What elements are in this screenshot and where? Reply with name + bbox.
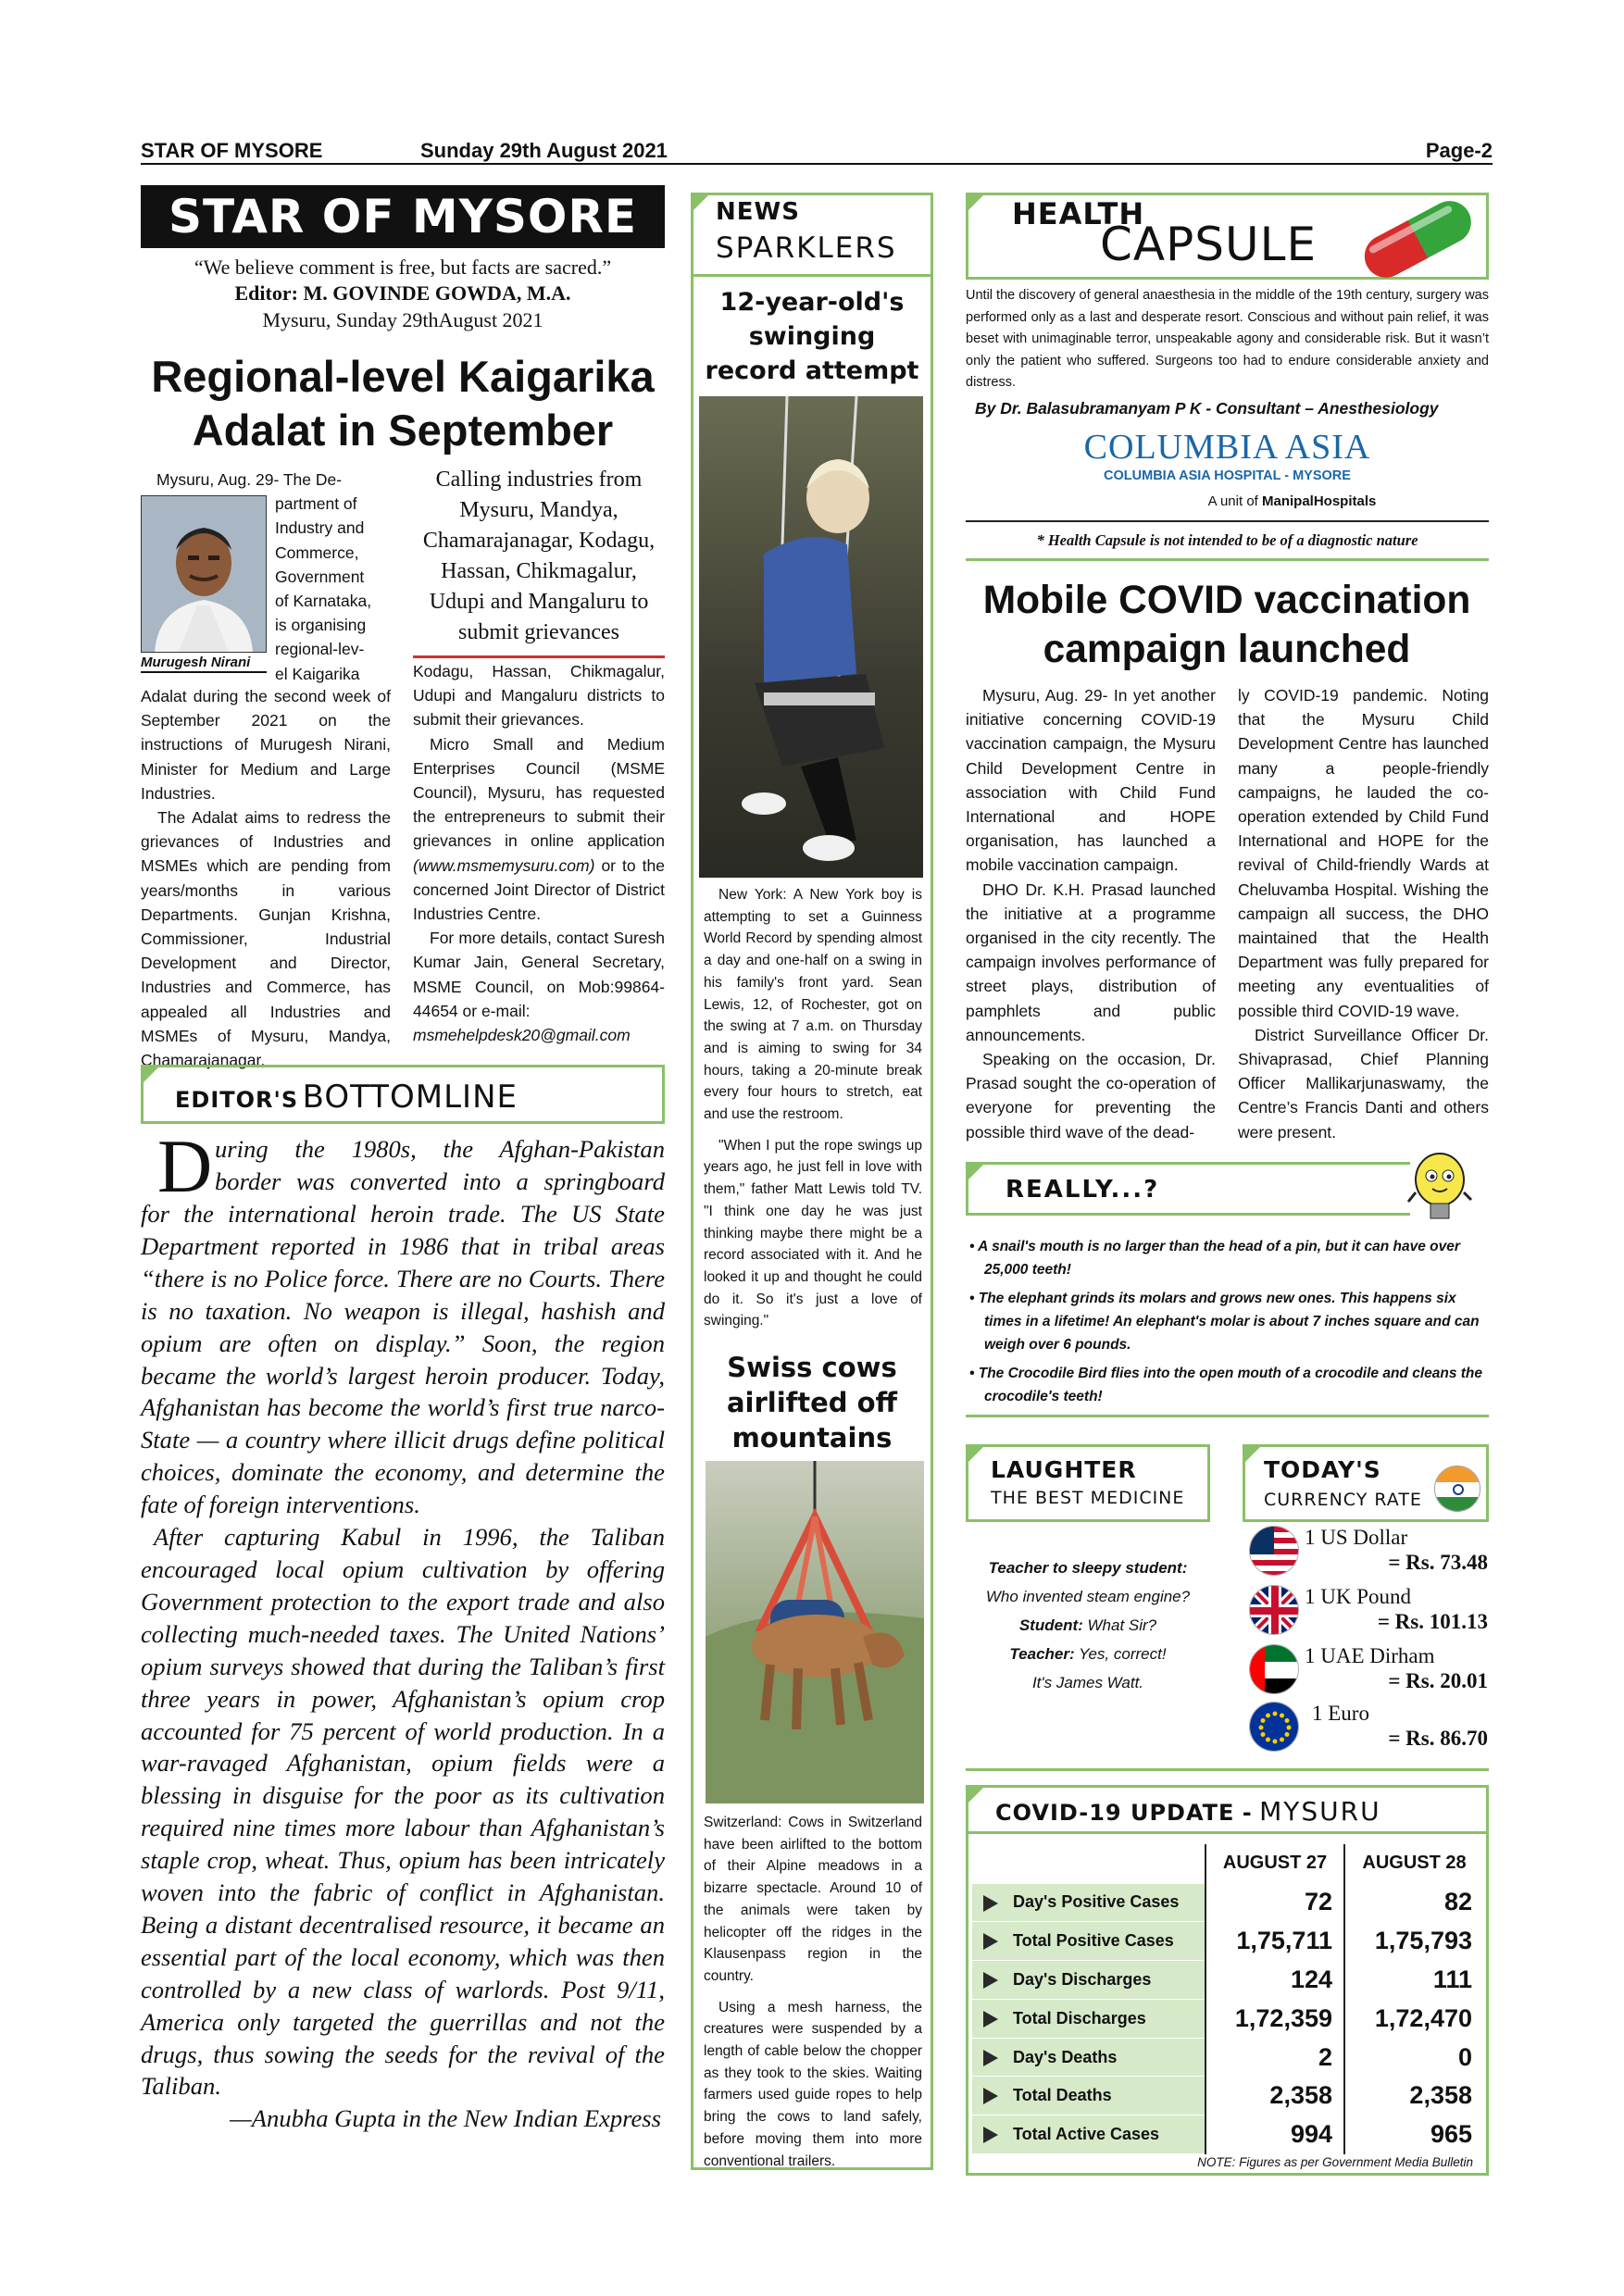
photo-caption: Murugesh Nirani (141, 655, 267, 673)
adalat-text: Micro Small and Medium Enterprises Council (MSME Council), Mysuru, has requested the entrepreneurs to submit their grievances in online application (413, 734, 665, 851)
table-row (972, 1922, 1483, 1961)
currency-name: 1 UK Pound (1305, 1585, 1412, 1608)
really-label: REALLY...? (1006, 1176, 1160, 1204)
lightbulb-icon (1403, 1146, 1477, 1229)
india-flag-icon (1434, 1466, 1480, 1512)
table-row (972, 2077, 1483, 2115)
table-row (972, 2038, 1483, 2077)
joke-speaker: Teacher to sleepy student: (988, 1559, 1188, 1577)
corner-triangle-icon (966, 1444, 986, 1465)
value-aug28: 111 (1344, 1961, 1483, 2000)
laughter-joke (966, 1554, 1210, 1697)
adalat-line: is organising (275, 616, 367, 635)
story1-headline: 12-year-old's swinging record attempt (705, 288, 919, 385)
currency-name: 1 Euro (1312, 1702, 1369, 1725)
adalat-paragraph: For more details, contact Suresh Kumar Jain, General Secretary, MSME Council, on Mob:99864-44654 or e-mail: (413, 929, 665, 1020)
masthead-dateline: Mysuru, Sunday 29thAugust 2021 (262, 308, 543, 331)
play-arrow-icon (983, 2127, 998, 2143)
row-label: Total Deaths (1013, 2086, 1112, 2105)
editorial-line: border was converted into a springboard (215, 1167, 665, 1195)
joke-line (966, 1611, 1210, 1640)
fact-item: • The Crocodile Bird flies into the open mouth of a crocodile and cleans the crocodile's teeth! (969, 1366, 1483, 1404)
editorial-body (141, 1124, 665, 2135)
header-spacer (972, 1844, 1206, 1883)
capsule-icon (1347, 193, 1486, 285)
logo-main-text: COLUMBIA ASIA (1083, 428, 1371, 467)
adalat-col1-body (141, 684, 391, 1072)
covidvacc-paragraph: ly COVID-19 pandemic. Noting that the Mysuru Child Development Centre has launched many a people-friendly campaigns, he lauded the co-operation extended by Child Fund International and HOPE for the revival of Child-friendly Wards at Cheluvamba Hospital. Wishing the campaign all success, the DHO maintained that the Health Department was fully prepared for meeting any eventualities of possible third COVID-19 wave. (1238, 686, 1489, 1020)
covid-update-label-bold: COVID-19 UPDATE (995, 1800, 1235, 1826)
joke-text: Yes, correct! (1074, 1645, 1167, 1663)
corner-triangle-icon (1243, 1444, 1263, 1465)
really-facts-list (966, 1235, 1489, 1408)
adalat-line: el Kaigarika (275, 664, 360, 683)
covid-update-dash: - (1234, 1800, 1260, 1826)
value-aug28: 965 (1344, 2115, 1483, 2154)
table-row (972, 1883, 1483, 1922)
play-arrow-icon (983, 2011, 998, 2028)
adalat-text: or to the concerned Joint Director of District Industries Centre. (413, 855, 665, 924)
health-text: Until the discovery of general anaesthesia in the middle of the 19th century, surgery was performed only as a last and desperate resort. Conscious and without pain relief, it was beset with unimaginable terror, unspeakable agony and considerable risk. But it wasn’t only the patient who suffered. Surgeons too had to endure considerable anxiety and distress. (966, 288, 1489, 391)
joke-text: It's James Watt. (1031, 1674, 1144, 1691)
uk-flag-icon (1249, 1585, 1299, 1635)
story2-body (704, 1812, 922, 2172)
adalat-headline (130, 350, 676, 457)
value-aug27: 2,358 (1206, 2077, 1344, 2115)
row-label: Day's Deaths (1013, 2047, 1118, 2066)
row-label: Total Positive Cases (1013, 1931, 1174, 1951)
adalat-paragraph: Kodagu, Hassan, Chikmagalur, Udupi and Mangaluru districts to submit their grievances. (413, 662, 665, 730)
currency-value: = Rs. 101.13 (1377, 1610, 1488, 1633)
sparklers-label-light: SPARKLERS (716, 231, 897, 265)
column-header: AUGUST 27 (1206, 1844, 1344, 1883)
corner-triangle-icon (966, 1162, 986, 1182)
editorial-label-box (141, 1065, 665, 1124)
covidvacc-paragraph: Mysuru, Aug. 29- In yet another initiative concerning COVID-19 vaccination campaign, the Mysuru Child Development Centre in association with Child Fund International and HOPE organisation, has launched a mobile vaccination campaign. (966, 686, 1216, 875)
covidvacc-headline (954, 576, 1500, 674)
covidvacc-paragraph: DHO Dr. K.H. Prasad launched the initiative at a programme organised in the city recently. The campaign involves performance of street plays, distribution of pamphlets and public announcements. (966, 880, 1216, 1044)
editorial-paragraph: After capturing Kabul in 1996, the Taliban encouraged local opium cultivation by offering Government protection to the export trade and also collecting much-needed taxes. The United Nations’ opium surveys showed that during the Taliban’s first three years in power, Afghanistan’s opium crop accounted for 75 percent of world production. In a war-ravaged Afghanistan, opium fields were a blessing in disguise for the poor as its cultivation required nine times more labour than Afghanistan’s staple crop, wheat. Thus, opium has been intricately woven into the fabric of conflict in Afghanistan. Being a distant decentralised resource, it became an essential part of the local economy, which was then controlled by a new class of warlords. Post 9/11, America only targeted the guerrillas and not the drugs, thus sowing the seeds for the revival of the Taliban. (141, 1523, 665, 2101)
divider (966, 558, 1489, 561)
value-aug27: 1,72,359 (1206, 1999, 1344, 2038)
adalat-headline-line-2: Adalat in September (192, 406, 614, 455)
value-aug28: 82 (1344, 1883, 1483, 1922)
divider (966, 1831, 1489, 1834)
joke-line (966, 1640, 1210, 1668)
laughter-label-bold: LAUGHTER (991, 1456, 1137, 1483)
play-arrow-icon (983, 1972, 998, 1989)
fact-text: The Crocodile Bird flies into the open mouth of a crocodile and cleans the crocodile's teeth! (978, 1366, 1483, 1404)
adalat-line: Government (275, 567, 365, 586)
covidvacc-col1 (966, 683, 1216, 1144)
play-arrow-icon (983, 2088, 998, 2104)
joke-line (966, 1582, 1210, 1611)
value-aug28: 1,72,470 (1344, 1999, 1483, 2038)
covidvacc-headline-line-2: campaign launched (1043, 628, 1411, 671)
currency-value: = Rs. 73.48 (1388, 1551, 1488, 1574)
swing-boy-image (699, 396, 923, 878)
masthead-editor: Editor: M. GOVINDE GOWDA, M.A. (234, 281, 571, 305)
joke-text: What Sir? (1082, 1616, 1157, 1634)
table-header-row (972, 1844, 1483, 1883)
fact-text: A snail's mouth is no larger than the head of a pin, but it can have over 25,000 teeth! (978, 1239, 1460, 1278)
corner-triangle-icon (691, 193, 711, 213)
value-aug28: 2,358 (1344, 2077, 1483, 2115)
swing-photo (699, 396, 923, 878)
joke-line (966, 1668, 1210, 1697)
covidvacc-paragraph: District Surveillance Officer Dr. Shivaprasad, Chief Planning Officer Mallikarjunaswamy, the Centre’s Francis Danti and others were present. (1238, 1025, 1489, 1142)
story1-body (704, 884, 922, 1332)
covid-update-label-light: MYSURU (1259, 1796, 1381, 1827)
play-arrow-icon (983, 2050, 998, 2066)
currency-value: = Rs. 20.01 (1388, 1669, 1488, 1692)
divider (966, 520, 1489, 522)
adalat-line: regional-lev- (275, 640, 365, 659)
corner-triangle-icon (966, 1785, 986, 1805)
adalat-line: of Karnataka, (275, 592, 372, 611)
us-flag-icon (1249, 1526, 1299, 1576)
page-header (141, 139, 1493, 165)
currency-rates (1249, 1526, 1492, 1757)
laughter-label-box (966, 1444, 1210, 1522)
joke-line (966, 1554, 1210, 1582)
editorial-label-bold: EDITOR'S (175, 1087, 299, 1113)
covid-update-title (995, 1796, 1381, 1827)
fact-item: • A snail's mouth is no larger than the head of a pin, but it can have over 25,000 teeth! (969, 1239, 1460, 1278)
editorial-label-light: BOTTOMLINE (302, 1079, 518, 1116)
corner-triangle-icon (141, 1065, 161, 1085)
health-label-bold: HEALTH (1012, 196, 1145, 231)
column-header: AUGUST 28 (1344, 1844, 1483, 1883)
laughter-label-light: THE BEST MEDICINE (991, 1488, 1185, 1508)
editorial-dropcap: D (157, 1124, 213, 1208)
joke-speaker: Student: (1018, 1616, 1083, 1634)
joke-text: Who invented steam engine? (985, 1588, 1191, 1605)
adalat-col2-body (413, 659, 665, 1047)
adalat-line: Commerce, (275, 543, 359, 562)
header-paper-name: STAR OF MYSORE (141, 139, 323, 162)
covid-update-table (972, 1844, 1483, 2154)
uae-flag-icon (1249, 1644, 1299, 1694)
health-disclaimer: * Health Capsule is not intended to be of a diagnostic nature (1036, 531, 1418, 549)
divider (966, 1768, 1489, 1771)
story1-paragraph: "When I put the rope swings up years ago, he just fell in love with them," father Matt Lewis told TV. "I think one day he was just thinking maybe there might be a record associated with it. And he looked it up and thought he could do it. So it's just a love of swinging." (704, 1137, 922, 1329)
joke-speaker: Teacher: (1009, 1645, 1075, 1663)
value-aug27: 124 (1206, 1961, 1344, 2000)
story2-paragraph: Using a mesh harness, the creatures were suspended by a length of cable below the chopper as they took to the skies. Waiting farmers used guide ropes to help bring the cows to land safely, before moving them into more conventional trailers. (704, 1999, 922, 2169)
editorial-byline: —Anubha Gupta in the New Indian Express (230, 2104, 661, 2133)
minister-photo (141, 495, 267, 653)
columbia-asia-logo (966, 428, 1489, 513)
msme-email-link[interactable]: msmehelpdesk20@gmail.com (413, 1026, 631, 1045)
covidvacc-paragraph: Speaking on the occasion, Dr. Prasad sought the co-operation of everyone for preventing the possible third wave of the dead- (966, 1050, 1216, 1142)
logo-unit-pre: A unit of (1207, 493, 1262, 509)
logo-sub-text: COLUMBIA ASIA HOSPITAL - MYSORE (1104, 468, 1351, 483)
row-label: Day's Positive Cases (1013, 1892, 1180, 1912)
value-aug27: 2 (1206, 2038, 1344, 2077)
divider (691, 274, 933, 277)
divider (966, 1415, 1489, 1417)
covidvacc-col2 (1238, 683, 1489, 1144)
logo-unit-name: ManipalHospitals (1262, 493, 1377, 509)
story2-headline: Swiss cows airlifted off mountains (726, 1352, 898, 1454)
masthead-title: STAR OF MYSORE (141, 185, 665, 248)
fact-text: The elephant grinds its molars and grows new ones. This happens six times in a lifetime! An elephant's molar is about 7 inches square and can weigh over 6 pounds. (978, 1291, 1480, 1353)
cow-photo (706, 1461, 924, 1803)
value-aug28: 1,75,793 (1344, 1922, 1483, 1961)
masthead-motto: “We believe comment is free, but facts are sacred.” (194, 256, 612, 279)
adalat-paragraph: Adalat during the second week of September 2021 on the instructions of Murugesh Nirani, Minister for Medium and Large Industries. (141, 687, 391, 803)
currency-label-box (1243, 1444, 1489, 1522)
currency-name: 1 US Dollar (1305, 1526, 1408, 1549)
value-aug27: 72 (1206, 1883, 1344, 1922)
row-label: Total Discharges (1013, 2008, 1146, 2028)
health-byline: By Dr. Balasubramanyam P K - Consultant – Anesthesiology (975, 399, 1439, 418)
header-page-number: Page-2 (1425, 139, 1493, 162)
corner-triangle-icon (966, 193, 986, 213)
really-label-box (966, 1162, 1410, 1216)
row-label: Day's Discharges (1013, 1969, 1152, 1989)
value-aug27: 1,75,711 (1206, 1922, 1344, 1961)
fact-item: • The elephant grinds its molars and grows new ones. This happens six times in a lifetime! An elephant's molar is about 7 inches square and can weigh over 6 pounds. (969, 1291, 1480, 1353)
currency-label-bold: TODAY'S (1264, 1456, 1381, 1483)
msme-website-link[interactable]: (www.msmemysuru.com) (413, 855, 595, 875)
table-row (972, 1961, 1483, 2000)
row-label: Total Active Cases (1013, 2125, 1160, 2144)
currency-label-light: CURRENCY RATE (1264, 1490, 1422, 1510)
table-row (972, 2115, 1483, 2154)
eu-flag-icon (1249, 1702, 1299, 1752)
health-label-light: CAPSULE (1100, 218, 1318, 271)
currency-name: 1 UAE Dirham (1305, 1644, 1435, 1667)
adalat-pullquote: Calling industries from Mysuru, Mandya, Chamarajanagar, Kodagu, Hassan, Chikmagalur, Udupi and Mangaluru to submit grievances (413, 465, 665, 658)
editorial-paragraph: for the international heroin trade. The US State Department reported in 1986 that in tribal areas “there is no Police force. There are no Courts. There is no taxation. No weapon is illegal, hashish and opium are often on display.” Soon, the region became the world’s largest heroin producer. Today, Afghanistan has become the world’s first true narco-State — a country where illicit drugs define political choices, dominate the economy, and determine the fate of foreign interventions. (141, 1200, 665, 1519)
header-date: Sunday 29th August 2021 (420, 139, 668, 162)
currency-value: = Rs. 86.70 (1388, 1727, 1488, 1750)
adalat-paragraph: The Adalat aims to redress the grievances of Industries and MSMEs which are pending from years/months in various Departments. Gunjan Krishna, Commissioner, Industrial Development and Director, Industries and Commerce, has appealed all Industries and MSMEs of Mysuru, Mandya, Chamarajanagar, (141, 808, 391, 1070)
value-aug28: 0 (1344, 2038, 1483, 2077)
table-row (972, 1999, 1483, 2038)
story1-paragraph: New York: A New York boy is attempting to set a Guinness World Record by spending almost a day and one-half on a swing in his family's front yard. Sean Lewis, 12, of Rochester, got on the swing at 7 a.m. on Thursday and is aiming to swing for 34 hours, taking a 20-minute break every four hours to stretch, eat and use the restroom. (704, 887, 922, 1123)
covidvacc-headline-line-1: Mobile COVID vaccination (982, 579, 1471, 622)
adalat-line: Industry and (275, 518, 365, 538)
editorial-line: uring the 1980s, the Afghan-Pakistan (215, 1135, 665, 1163)
adalat-headline-line-1: Regional-level Kaigarika (151, 352, 655, 401)
portrait-image (142, 496, 266, 652)
cow-airlift-image (706, 1461, 924, 1803)
play-arrow-icon (983, 1895, 998, 1912)
sparklers-label-bold: NEWS (716, 198, 800, 226)
covid-update-note: NOTE: Figures as per Government Media Bulletin (1197, 2155, 1473, 2169)
adalat-line: Mysuru, Aug. 29- The De- (156, 470, 343, 489)
value-aug27: 994 (1206, 2115, 1344, 2154)
play-arrow-icon (983, 1933, 998, 1950)
adalat-line: partment of (275, 494, 357, 514)
story2-paragraph: Switzerland: Cows in Switzerland have been airlifted to the bottom of their Alpine meadows in a bizarre spectacle. Around 10 of the animals were taken by helicopter off the ridges in the Klausenpass region in the country. (704, 1815, 922, 1984)
